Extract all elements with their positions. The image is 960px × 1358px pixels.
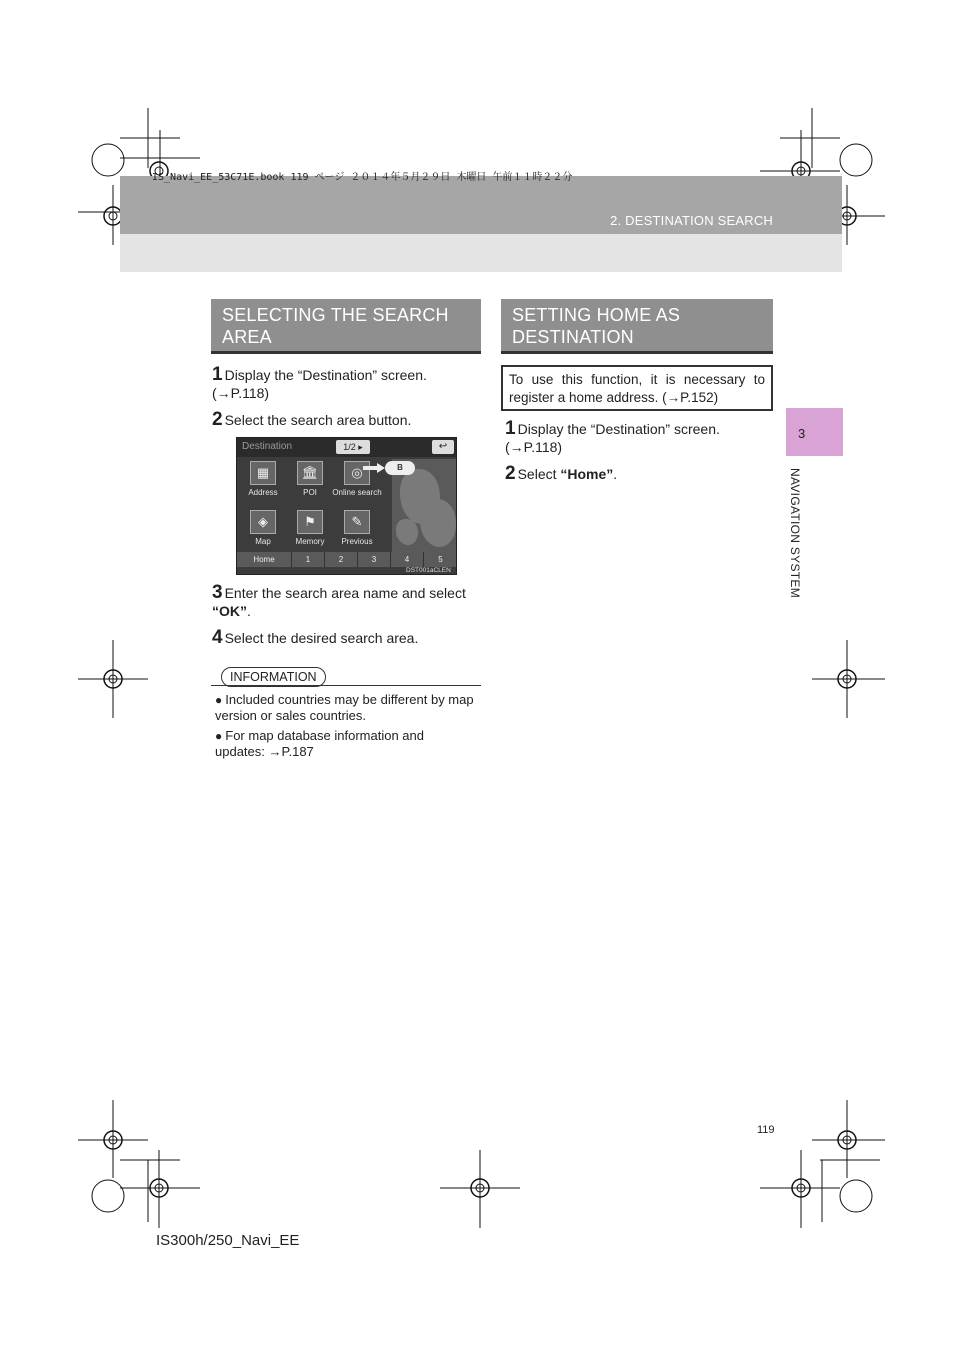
header-band-light xyxy=(120,234,842,272)
map-button[interactable] xyxy=(237,506,289,552)
chapter-tab xyxy=(786,408,843,456)
step-text: Select the search area button. xyxy=(224,412,412,428)
poi-icon: 🏛 xyxy=(297,461,323,485)
step-quote: “OK” xyxy=(212,603,247,619)
step-1-left xyxy=(212,366,481,402)
step-text: Select xyxy=(517,466,557,482)
page-toggle-button[interactable]: 1/2 ▸ xyxy=(336,440,370,454)
bullet-text: For map database information and updates: →P.187 xyxy=(215,728,424,759)
tile-label: POI xyxy=(303,488,317,497)
preset-5-button[interactable]: 5 xyxy=(424,552,457,567)
step-number: 3 xyxy=(212,582,223,603)
step-number: 4 xyxy=(212,627,223,648)
step-text-end: . xyxy=(247,603,251,619)
footer-code: IS300h/250_Navi_EE xyxy=(156,1232,300,1249)
tile-label: Online search xyxy=(332,488,382,497)
step-2-right xyxy=(505,465,773,483)
step-number: 1 xyxy=(212,364,223,385)
prerequisite-note: To use this function, it is necessary to register a home address. (→P.152) xyxy=(501,365,773,411)
home-button[interactable]: Home xyxy=(237,552,292,567)
preset-1-button[interactable]: 1 xyxy=(292,552,325,567)
step-text: Select the desired search area. xyxy=(224,630,419,646)
image-code: DST001aCLEN xyxy=(406,567,451,574)
step-number: 2 xyxy=(212,409,223,430)
step-2-left xyxy=(212,411,481,429)
memory-button[interactable] xyxy=(284,506,336,552)
tile-label: Address xyxy=(248,488,278,497)
tile-label: Memory xyxy=(295,537,325,546)
destination-screen-figure xyxy=(236,437,457,575)
previous-button[interactable] xyxy=(331,506,383,552)
chapter-side-label xyxy=(790,468,804,608)
section-heading-home-destination xyxy=(501,299,773,354)
section-heading-line2: AREA xyxy=(222,327,272,347)
section-heading-line1: SETTING HOME AS xyxy=(512,305,681,325)
step-4-left xyxy=(212,629,481,647)
poi-button[interactable] xyxy=(284,457,336,503)
step-number: 2 xyxy=(505,463,516,484)
step-text: Display the “Destination” screen. (→P.118) xyxy=(505,421,720,455)
info-bullet-1 xyxy=(215,692,477,724)
tile-label: Map xyxy=(255,537,271,546)
preset-4-button[interactable]: 4 xyxy=(391,552,424,567)
step-text: Display the “Destination” screen. (→P.118) xyxy=(212,367,427,401)
arrow-right-icon xyxy=(363,463,385,473)
online-search-icon: ◎ xyxy=(344,461,370,485)
compass-icon: ◈ xyxy=(250,510,276,534)
information-label: INFORMATION xyxy=(221,667,326,687)
bullet-icon: ● xyxy=(215,693,223,707)
preset-3-button[interactable]: 3 xyxy=(358,552,391,567)
previous-icon: ✎ xyxy=(344,510,370,534)
flag-icon: ⚑ xyxy=(297,510,323,534)
step-quote: “Home” xyxy=(560,466,614,482)
tile-label: Previous xyxy=(341,537,373,546)
page-number: 119 xyxy=(757,1124,775,1136)
running-head: 2. DESTINATION SEARCH xyxy=(610,213,773,228)
section-heading-search-area xyxy=(211,299,481,354)
preset-2-button[interactable]: 2 xyxy=(325,552,358,567)
chapter-title: NAVIGATION SYSTEM xyxy=(788,468,802,599)
info-bullet-2 xyxy=(215,728,477,760)
information-rule xyxy=(211,685,481,686)
step-text-end: . xyxy=(613,466,618,482)
address-icon: ▦ xyxy=(250,461,276,485)
step-3-left xyxy=(212,584,481,620)
search-area-button[interactable]: B xyxy=(385,461,415,475)
step-text: Enter the search area name and select xyxy=(224,585,466,601)
bullet-icon: ● xyxy=(215,729,223,743)
section-heading-line1: SELECTING THE SEARCH xyxy=(222,305,449,325)
chapter-number: 3 xyxy=(798,426,806,441)
bullet-text: Included countries may be different by map version or sales countries. xyxy=(215,692,474,723)
address-button[interactable] xyxy=(237,457,289,503)
step-number: 1 xyxy=(505,418,516,439)
section-heading-line2: DESTINATION xyxy=(512,327,634,347)
screen-title: Destination xyxy=(242,441,293,452)
book-stamp: IS_Navi_EE_53C71E.book 119 ページ ２０１４年５月２９日 木曜日 午前１１時２２分 xyxy=(152,172,573,183)
back-button[interactable]: ↩ xyxy=(432,440,454,454)
step-1-right xyxy=(505,420,773,456)
